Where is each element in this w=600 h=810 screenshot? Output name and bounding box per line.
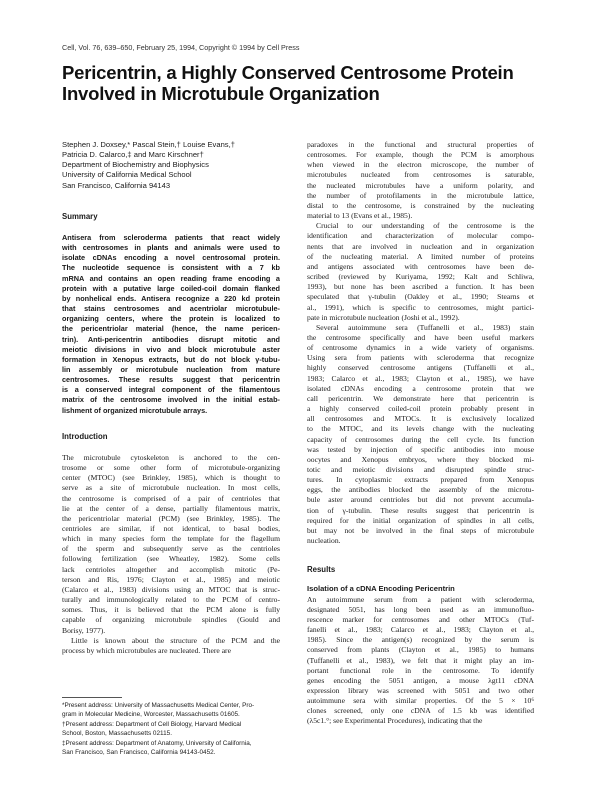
- summary-line: that stains centrosomes and acentriolar microtubule-: [62, 304, 280, 314]
- isolation-text: [307, 595, 534, 727]
- body-line: centrosomes. For example, though the PCM is amorphous: [307, 150, 534, 160]
- body-line: turally and immunologically related to the PCM of centro-: [62, 595, 280, 605]
- summary-line: lishment of organized microtubule arrays.: [62, 405, 208, 415]
- body-line: Little is known about the structure of the PCM and the: [71, 635, 280, 645]
- body-line: highly conserved centrosome antigens (Tuffanelli et al.,: [307, 363, 534, 373]
- summary-heading: Summary: [62, 211, 98, 221]
- body-line: lie at the center of a dense, partially filamentous matrix,: [62, 503, 280, 513]
- summary-line: the pericentriolar material (hence, the name pericen-: [62, 324, 280, 334]
- body-line: process by which microtubules are nucleated. There are: [62, 645, 231, 655]
- body-line: totic and meiotic divisions and disrupted spindle struc-: [307, 465, 534, 474]
- summary-line: centrosomes. These results suggest that pericentrin: [62, 375, 280, 385]
- left-column: [62, 140, 280, 656]
- author-line: Patricia D. Calarco,‡ and Marc Kirschner†: [62, 150, 204, 160]
- body-line: of centrosome dynamics in a wide variety of organisms.: [307, 343, 534, 353]
- summary-line: formation in Xenopus extracts, but do not block γ-tubu-: [62, 354, 280, 364]
- summary-line: trin). Anti-pericentrin antibodies disrupt mitotic and: [62, 334, 280, 344]
- body-line: a highly conserved coiled-coil protein probably present in: [307, 404, 534, 414]
- summary-line: isolate cDNAs encoding a novel centrosomal protein.: [62, 253, 280, 263]
- footnote: [62, 702, 280, 719]
- title-line: Pericentrin, a Highly Conserved Centrosome Protein: [62, 62, 514, 83]
- body-line: portant functional role in the centrosome. To identify: [307, 665, 534, 675]
- body-line: al., 1991), which is specific to centrosomes, might partici-: [307, 302, 534, 312]
- article-title: [62, 62, 542, 104]
- body-line: scribed (reviewed by Kuriyama, 1992; Kalt and Schliwa,: [307, 272, 534, 282]
- isolation-subheading: Isolation of a cDNA Encoding Pericentrin: [307, 584, 455, 594]
- body-line: material to 13 (Evans et al., 1985).: [307, 211, 413, 221]
- introduction-text: [62, 453, 280, 656]
- right-column: [307, 140, 534, 727]
- paragraph: [307, 221, 534, 323]
- body-line: terson and Ris, 1976; Clayton et al., 1985) and meiotic: [62, 574, 280, 584]
- body-line: 1993), but none has been ascribed a function. It has been: [307, 282, 534, 292]
- body-line: eggs, the antibodies blocked the assembly of the microtu-: [307, 485, 534, 495]
- footnote-line: School, Boston, Massachusetts 02115.: [62, 729, 173, 737]
- body-line: to the MTOC, and its levels change with the nucleating: [307, 424, 534, 434]
- body-line: the nucleated microtubules have a uniform polarity, and: [307, 180, 534, 190]
- body-line: nents that are involved in nucleation and in organization: [307, 241, 534, 251]
- body-line: speculated that γ-tubulin (Oakley et al., 1990; Stearns et: [307, 292, 534, 302]
- body-line: but may not be involved in the final steps of microtubule: [307, 525, 534, 535]
- body-line: bule aster around centrioles but did not prevent accumula-: [307, 495, 534, 505]
- body-line: center (MTOC) (see Brinkley, 1985), which is thought to: [62, 473, 280, 483]
- summary-line: Antisera from scleroderma patients that react widely: [62, 232, 280, 242]
- summary-line: The nucleotide sequence is consistent with a 7 kb: [62, 263, 280, 273]
- footnote: [62, 740, 280, 757]
- body-line: Borisy, 1977).: [62, 625, 106, 635]
- body-line: the number of protofilaments in the microtubule lattice,: [307, 190, 534, 200]
- body-line: capacity of centrosomes during the cell cycle. Its function: [307, 434, 534, 444]
- body-line: Several autoimmune sera (Tuffanelli et al., 1983) stain: [316, 322, 534, 332]
- body-line: 1985). Since the antigen(s) recognized by the serum is: [307, 635, 534, 645]
- summary-line: by nonhelical ends. Antisera recognize a 220 kd protein: [62, 293, 280, 303]
- summary-line: with centrosomes in plants and animals were used to: [62, 243, 280, 253]
- body-line: call pericentrin. We demonstrate here that pericentrin is: [307, 393, 534, 403]
- body-line: microtubules nucleated from centrosomes is saturable,: [307, 170, 534, 180]
- body-line: lack centrioles altogether and accomplish mitotic (Pe-: [62, 564, 280, 574]
- summary-line: is a conserved integral component of the filamentous: [62, 385, 280, 395]
- body-line: was tested by injection of specific antibodies into mouse: [307, 444, 534, 454]
- body-line: expression library was screened with 5051 and two other: [307, 685, 534, 695]
- body-line: isolated cDNAs encoding a centrosome protein that we: [307, 383, 534, 393]
- body-line: all centrosomes and MTOCs. It is exclusively localized: [307, 414, 534, 424]
- footnote-line: †Present address: Department of Cell Biology, Harvard Medical: [62, 721, 242, 729]
- body-line: oocytes and Xenopus embryos, where they blocked mi-: [307, 454, 534, 464]
- body-line: (λ5c1.°; see Experimental Procedures), indicating that the: [307, 716, 483, 726]
- summary-line: matrix of the centrosome involved in the initial estab-: [62, 395, 280, 405]
- footnote-line: gram in Molecular Medicine, Worcester, Massachusetts 01605.: [62, 710, 240, 718]
- body-line: distal to the centrosome, is constrained by the nucleating: [307, 200, 534, 210]
- paragraph: [307, 595, 534, 727]
- paragraph: [62, 636, 280, 656]
- summary-line: protein with a putative large coiled-coil domain flanked: [62, 283, 280, 293]
- title-line: Involved in Microtubule Organization: [62, 83, 380, 104]
- body-line: trosome or some other form of microtubule-organizing: [62, 463, 280, 473]
- footnote-line: San Francisco, San Francisco, California 94143-0452.: [62, 748, 216, 756]
- body-line: The microtubule cytoskeleton is anchored to the cen-: [62, 452, 280, 462]
- body-line: somes. Thus, it is believed that the PCM alone is fully: [62, 605, 280, 615]
- paragraph: [62, 453, 280, 636]
- body-line: rescence marker for centrosomes and other MTOCs (Tuf-: [307, 614, 534, 624]
- body-line: required for the initial organization of spindles in all cells,: [307, 515, 534, 525]
- body-line: identification and characterization of molecular compo-: [307, 231, 534, 241]
- summary-line: mRNA and contains an open reading frame encoding a: [62, 273, 280, 283]
- body-line: conserved from plants (Clayton et al., 1985) to humans: [307, 645, 534, 655]
- body-line: genes encoding the 5051 antigen, a mouse λgt11 cDNA: [307, 675, 534, 685]
- body-line: and antigens associated with centrosomes have been de-: [307, 261, 534, 271]
- body-line: designated 5051, has long been used as an immunofluo-: [307, 604, 534, 614]
- body-line: serve as a site of microtubule nucleation. In most cells,: [62, 483, 280, 493]
- body-line: capable of organizing microtubule spindles (Gould and: [62, 615, 280, 625]
- paragraph: [307, 140, 534, 221]
- body-line: tures. In cytoplasmic extracts prepared from Xenopus: [307, 475, 534, 485]
- body-line: (Tuffanelli et al., 1983), we felt that it might play an im-: [307, 655, 534, 665]
- footnote-line: ‡Present address: Department of Anatomy, University of California,: [62, 740, 252, 748]
- footnote: [62, 721, 280, 738]
- affiliation-line: Department of Biochemistry and Biophysics: [62, 160, 209, 170]
- summary-text: [62, 233, 280, 416]
- body-line: (Calarco et al., 1983) divisions using an MTOC that is struc-: [62, 584, 280, 594]
- body-line: the centrosome is comprised of a pair of centrioles that: [62, 493, 280, 503]
- body-line: tion of γ-tubulin. These results suggest that pericentrin is: [307, 505, 534, 515]
- body-line: fanelli et al., 1983; Calarco et al., 1983; Clayton et al.,: [307, 625, 534, 635]
- paragraph: [62, 233, 280, 416]
- body-line: of the nucleating material. A limited number of proteins: [307, 251, 534, 261]
- body-line: Using sera from patients with scleroderma that recognize: [307, 353, 534, 363]
- author-block: [62, 140, 280, 191]
- footnotes: [62, 702, 280, 760]
- body-line: when viewed in the electron microscope, the number of: [307, 160, 534, 170]
- body-line: centrioles are similar, if not identical, to basal bodies,: [62, 524, 280, 533]
- body-line: the pericentriolar material (PCM) (see Brinkley, 1985). The: [62, 513, 280, 523]
- author-line: Stephen J. Doxsey,* Pascal Stein,† Louise Evans,†: [62, 140, 235, 149]
- summary-line: organizing centers, where the protein is localized to: [62, 314, 280, 324]
- body-line: of the sperm and subsequently serve as the centrioles: [62, 544, 280, 554]
- body-line: paradoxes in the functional and structural properties of: [307, 140, 534, 149]
- right-column-text: [307, 140, 534, 546]
- paragraph: [307, 323, 534, 546]
- footnote-rule: [62, 697, 122, 698]
- journal-citation: Cell, Vol. 76, 639–650, February 25, 1994, Copyright © 1994 by Cell Press: [62, 43, 300, 52]
- footnote-line: *Present address: University of Massachusetts Medical Center, Pro-: [62, 702, 255, 709]
- body-line: the centrosome specifically and have been useful markers: [307, 332, 534, 342]
- body-line: An autoimmune serum from a patient with scleroderma,: [307, 594, 534, 604]
- body-line: which in many species form the template for the flagellum: [62, 534, 280, 544]
- body-line: following fertilization (see Wheatley, 1982). Some cells: [62, 554, 280, 564]
- body-line: 1983; Calarco et al., 1983; Clayton et al., 1985), we have: [307, 373, 534, 383]
- affiliation-line: San Francisco, California 94143: [62, 180, 171, 190]
- body-line: pate in microtubule nucleation (Joshi et al., 1992).: [307, 312, 460, 322]
- results-heading: Results: [307, 565, 336, 575]
- summary-line: meiotic divisions in vivo and block microtubule aster: [62, 344, 280, 354]
- body-line: Crucial to our understanding of the centrosome is the: [316, 221, 534, 231]
- introduction-heading: Introduction: [62, 431, 108, 441]
- body-line: clones screened, only one cDNA of 1.5 kb was identified: [307, 706, 534, 716]
- affiliation-line: University of California Medical School: [62, 170, 192, 180]
- body-line: autoimmune sera with similar properties. Of the 5 × 10⁶: [307, 696, 534, 706]
- summary-line: lin assembly or microtubule nucleation from mature: [62, 364, 280, 374]
- body-line: nucleation.: [307, 536, 341, 546]
